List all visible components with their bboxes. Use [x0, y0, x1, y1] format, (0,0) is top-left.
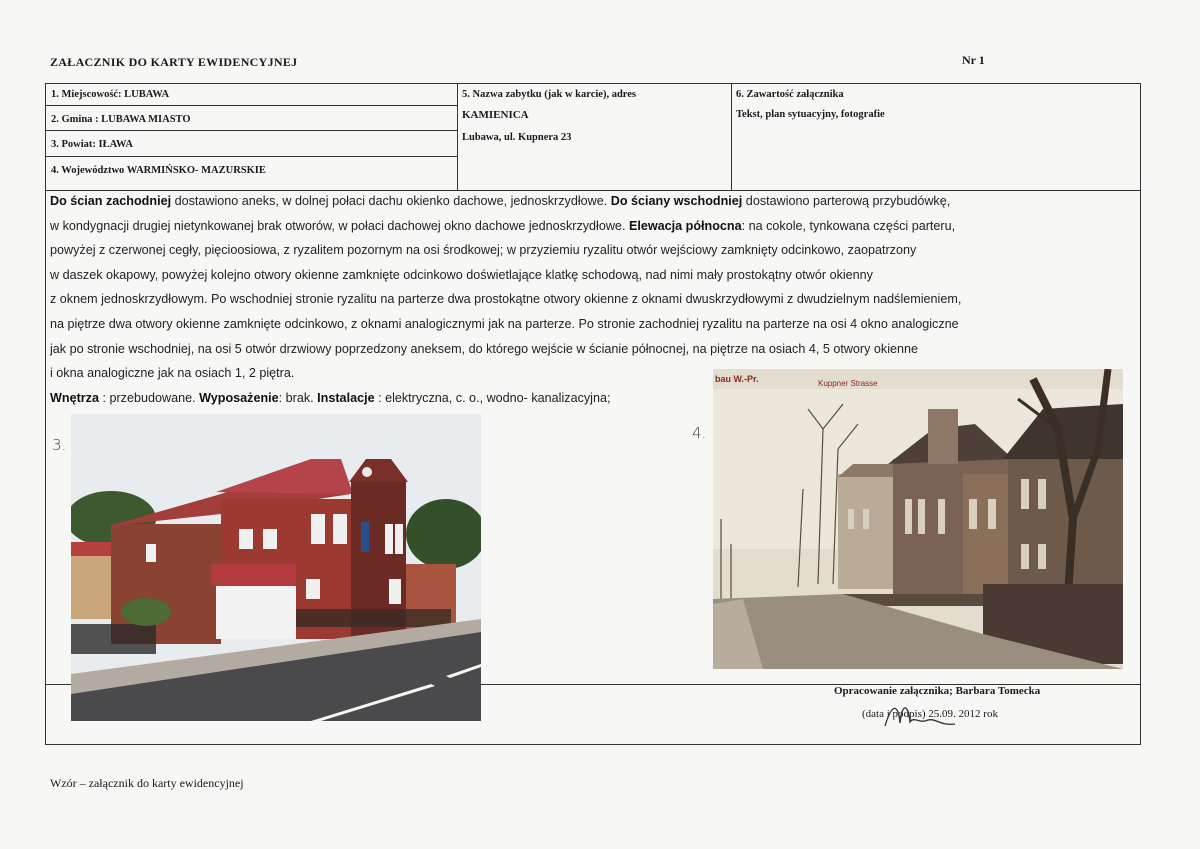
postcard-text-left: bau W.-Pr. [715, 374, 759, 384]
field-nazwa-label: 5. Nazwa zabytku (jak w karcie), adres [462, 89, 637, 100]
field-miejscowosc: 1. Miejscowość: LUBAWA [51, 89, 170, 100]
field-nazwa-value: KAMIENICA [462, 109, 529, 121]
prepared-by: Opracowanie załącznika; Barbara Tomecka [834, 685, 1041, 697]
description-line: w daszek okapowy, powyżej kolejno otwory okienne zamknięte odcinkowo doświetlające klatkę schodową, nad nimi mały prostokątny otwór okienny [50, 267, 873, 282]
divider [457, 84, 458, 190]
field-zawartosc-value: Tekst, plan sytuacyjny, fotografie [736, 109, 885, 120]
divider [46, 130, 457, 131]
field-adres: Lubawa, ul. Kupnera 23 [462, 132, 572, 143]
handwritten-signature [880, 698, 960, 732]
footer-note: Wzór – załącznik do karty ewidencyjnej [50, 776, 244, 790]
description-line: na piętrze dwa otwory okienne zamknięte odcinkowo, z oknami analogicznymi jak na parterze. Po stronie zachodniej ryzalitu na parterze na osi 4 okno analogiczne [50, 316, 959, 331]
field-zawartosc-label: 6. Zawartość załącznika [736, 89, 844, 100]
divider [46, 105, 457, 106]
divider [46, 156, 457, 157]
description-line: Do ścian zachodniej dostawiono aneks, w dolnej połaci dachu okienko dachowe, jednoskrzydłowe. Do ściany wschodniej dostawiono parterową przybudówkę, [50, 194, 951, 208]
description-line: i okna analogiczne jak na osiach 1, 2 piętra. [50, 366, 295, 381]
field-gmina: 2. Gmina : LUBAWA MIASTO [51, 114, 191, 125]
prepared-date: (data i podpis) 25.09. 2012 rok [862, 708, 998, 720]
photo-number-4: 4. [692, 424, 707, 442]
description-line: Wnętrza : przebudowane. Wyposażenie: brak. Instalacje : elektryczna, c. o., wodno- kanalizacyjna; [50, 390, 611, 405]
divider [731, 84, 732, 190]
description-line: powyżej z czerwonej cegły, pięcioosiowa, z ryzalitem pozornym na osi środkowej; w przyziemiu ryzalitu otwór wejściowy zamknięty odcinkowo, zaopatrzony [50, 243, 917, 258]
document-number: Nr 1 [962, 53, 985, 67]
document-title: ZAŁACZNIK DO KARTY EWIDENCYJNEJ [50, 55, 298, 69]
description-line: w kondygnacji drugiej nietynkowanej brak otworów, w połaci dachowej okno dachowe jednoskrzydłowe. Elewacja północna: na cokole, tynkowana części parteru, [50, 218, 956, 233]
description-line: jak po stronie wschodniej, na osi 5 otwór drzwiowy poprzedzony aneksem, do którego wejście w ścianie północnej, na piętrze na osiach 4, 5 otwory okienne [50, 341, 919, 356]
postcard-text-right: Kuppner Strasse [818, 379, 878, 388]
description-line: z oknem jednoskrzydłowym. Po wschodniej stronie ryzalitu na parterze dwa prostokątne otwory okienne z oknami dwuskrzydłowymi z dwudzielnym nadślemieniem, [50, 292, 962, 307]
field-powiat: 3. Powiat: IŁAWA [51, 139, 133, 150]
historic-postcard [713, 369, 1123, 669]
field-wojewodztwo: 4. Województwo WARMIŃSKO- MAZURSKIE [51, 165, 266, 176]
photo-number-3: 3. [52, 436, 67, 454]
building-photo [71, 414, 481, 721]
